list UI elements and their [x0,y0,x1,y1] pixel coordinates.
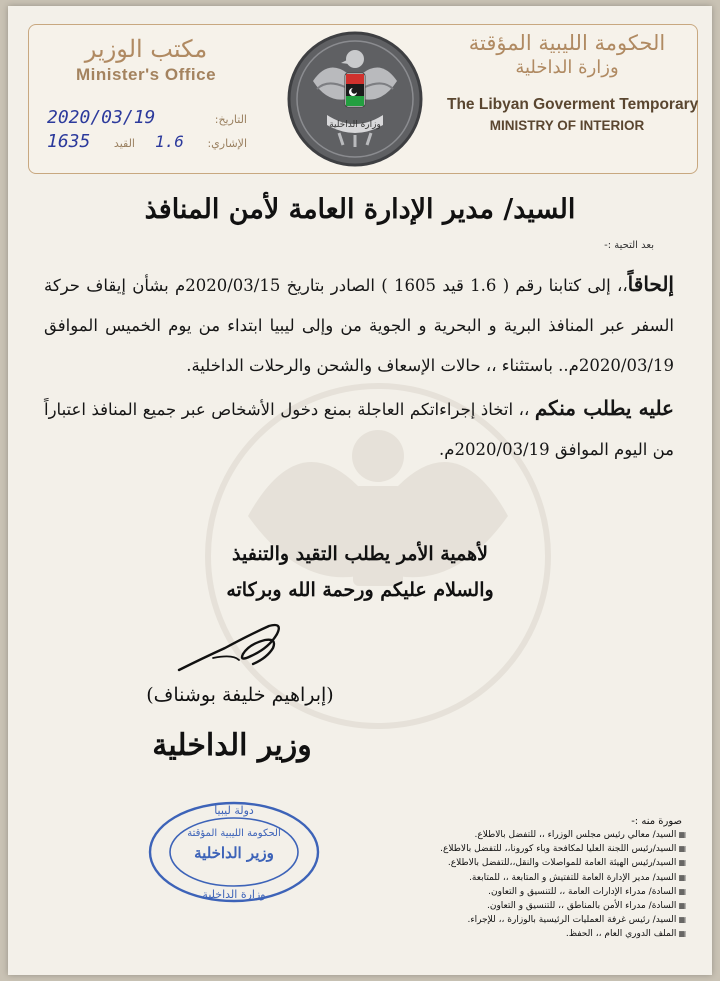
paragraph-2 [44,388,674,470]
date-label: التاريخ: [214,113,247,126]
cc-item: ▦ السيد/ معالي رئيس مجلس الوزراء ،، للتفضل بالاطلاع. [392,828,686,842]
closing-line-1: لأهمية الأمر يطلب التقيد والتنفيذ [232,543,488,565]
letter-body [44,264,674,470]
entry-label: القيد [113,137,135,150]
cc-item: ▦ السيد/ مدير الإدارة العامة للتفتيش و المتابعة ،، للمتابعة. [392,871,686,885]
office-title-en: Minister's Office [75,65,217,84]
closing-block [68,536,652,608]
greeting: بعد التحية :- [604,240,654,251]
emblem [283,29,427,169]
emblem-text: وزارة الداخلية [329,120,381,130]
cc-item: ▦ السادة/ مدراء الأمن بالمناطق ،، للتنسيق و التعاون. [392,899,686,913]
cc-item: ▦ السيد/رئيس الهيئة العامة للمواصلات والنقل،،للتفضل بالاطلاع. [392,856,686,870]
addressee-line: السيد/ مدير الإدارة العامة لأمن المنافذ [144,194,576,225]
ministry-name-ar: وزارة الداخلية [515,57,619,78]
ref-value: 1.6 [155,132,184,151]
hawk-emblem-icon [283,29,427,169]
letterhead [28,24,698,174]
entry-value: 1635 [47,131,91,152]
government-block [447,31,699,167]
date-value: 2020/03/19 [47,107,156,128]
stamp-center-text: وزير الداخلية [194,844,274,862]
closing-line-2: والسلام عليكم ورحمة الله وبركاته [226,579,494,601]
signer-name: (إبراهيم خليفة بوشناف) [146,684,334,706]
cc-item: ▦ السيد/رئيس اللجنة العليا لمكافحة وباء كورونا،، للتفضل بالاطلاع. [392,842,686,856]
handwritten-signature-icon [173,618,293,678]
stamp-outer-text: دولة ليبيا [214,804,254,817]
stamp-bottom-text: وزارة الداخلية [202,888,266,901]
government-name-en: The Libyan Goverment Temporary [447,96,699,113]
office-title-ar: مكتب الوزير [84,35,208,63]
letter-page [8,6,712,975]
ministry-name-en: MINISTRY OF INTERIOR [489,118,645,133]
paragraph-2-lead: عليه يطلب منكم [534,396,674,420]
paragraph-1-lead: إلحاقاً [627,272,674,296]
minister-office-block [41,31,251,167]
cc-item: ▦ السادة/ مدراء الإدارات العامة ،، للتنسيق و التعاون. [392,885,686,899]
official-stamp [146,800,322,904]
signer-title: وزير الداخلية [152,728,312,763]
stamp-inner-text: الحكومة الليبية المؤقتة [187,828,281,839]
paragraph-2-text: ،، اتخاذ إجراءاتكم العاجلة بمنع دخول الأشخاص عبر جميع المنافذ اعتباراً من اليوم الموافق 2020/03/19م. [44,400,674,459]
ref-label: الإشاري: [207,137,247,150]
paragraph-1-text: ،، إلى كتابنا رقم ( 1.6 قيد 1605 ) الصادر بتاريخ 2020/03/15م بشأن إيقاف حركة السفر عبر المنافذ البرية و البحرية و الجوية من وإلى ليبيا ابتداء من يوم الخميس الموافق 2020/03/19م.. باستثناء ،، حالات الإسعاف والشحن والرحلات الداخلية. [44,276,674,375]
government-name-ar: الحكومة الليبية المؤقتة [468,31,666,55]
cc-heading: صورة منه :- [631,816,682,827]
cc-item: ▦ السيد/ رئيس غرفة العمليات الرئيسية بالوزارة ،، للإجراء. [392,913,686,927]
date-row [47,107,247,133]
cc-list [392,828,686,942]
cc-item: ▦ الملف الدوري العام ،، الحفظ. [392,927,686,941]
paragraph-1 [44,264,674,386]
ref-row [47,131,247,157]
